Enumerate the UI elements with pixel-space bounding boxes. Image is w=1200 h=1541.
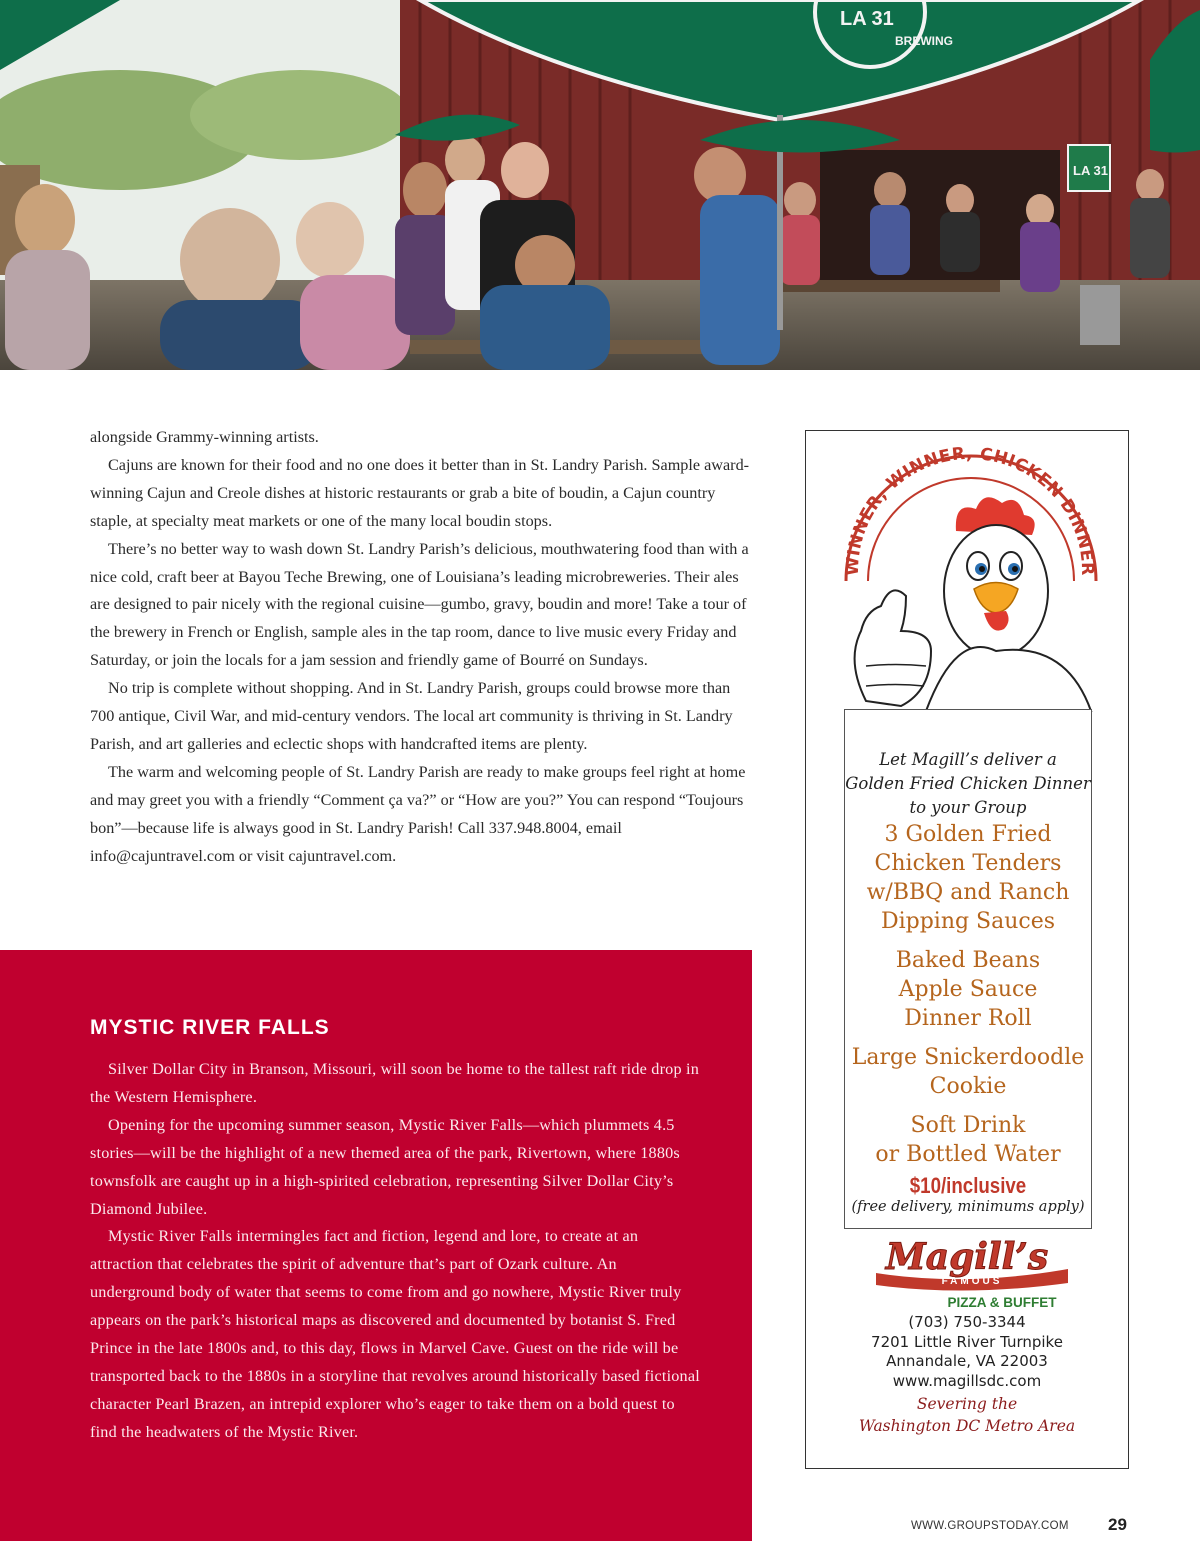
umbrella-logo-subtext: BREWING xyxy=(895,34,953,48)
ad-intro-line: to your Group xyxy=(909,798,1027,817)
logo-subtext: FAMOUS xyxy=(941,1276,1003,1287)
ad-tagline xyxy=(806,1393,1128,1437)
article-paragraph: There’s no better way to wash down St. Landry Parish’s delicious, mouthwatering food than with a nice cold, craft beer at Bayou Teche Brewing, one of Louisiana’s leading microbreweries. Their ales are designed to pair nicely with the regional cuisine—gumbo, gravy, boudin and more! Take a tour of the brewery in French or English, sample ales in the tap room, dance to live music every Friday and Saturday, or join the locals for a jam session and friendly game of Bourré on Sundays. xyxy=(90,539,749,670)
ad-menu-item: 3 Golden Fried xyxy=(884,822,1052,847)
hero-photo xyxy=(0,0,1200,370)
ad-menu-item: Large Snickerdoodle xyxy=(851,1045,1085,1070)
feature-body xyxy=(90,1056,705,1447)
ad-menu-item: or Bottled Water xyxy=(875,1142,1061,1167)
ad-price: $10/inclusive xyxy=(909,1173,1027,1198)
feature-heading: MYSTIC RIVER FALLS xyxy=(90,1016,330,1039)
article-paragraph: No trip is complete without shopping. And in St. Landry Parish, groups could browse more than 700 antique, Civil War, and mid-century vendors. The local art community is thriving in St. Landry Parish, and art galleries and eclectic shops with handcrafted items are plenty. xyxy=(90,679,733,753)
ad-menu-item: w/BBQ and Ranch xyxy=(866,880,1070,905)
ad-menu-item: Chicken Tenders xyxy=(874,851,1062,876)
ad-intro-line: Golden Fried Chicken Dinner xyxy=(845,774,1091,793)
ad-tagline-line: Severing the xyxy=(916,1395,1018,1413)
ad-arc-slogan: WINNER, WINNER, CHICKEN DINNER xyxy=(842,443,1098,577)
ad-address-line-1: 7201 Little River Turnpike xyxy=(871,1332,1063,1351)
magills-advertisement xyxy=(805,430,1129,1469)
ad-menu-item: Dinner Roll xyxy=(904,1006,1032,1031)
article-paragraph: The warm and welcoming people of St. Landry Parish are ready to make groups feel right at home and may greet you with a friendly “Comment ça va?” or “How are you?” You can respond “Toujours bon”—because life is always good in St. Landry Parish! Call 337.948.8004, email info@cajuntravel.com or visit cajuntravel.com. xyxy=(90,762,746,865)
ad-address-line-2: Annandale, VA 22003 xyxy=(886,1352,1048,1370)
ad-menu-item: Soft Drink xyxy=(910,1113,1026,1138)
ad-intro xyxy=(845,748,1091,820)
footer-url: WWW.GROUPSTODAY.COM xyxy=(911,1520,1069,1532)
wall-sign-text: LA 31 xyxy=(1073,163,1108,178)
article-paragraph: Cajuns are known for their food and no one does it better than in St. Landry Parish. Sample award-winning Cajun and Creole dishes at historic restaurants or grab a bite of boudin, a Cajun country staple, at specialty meat markets or one of the many local boudin stops. xyxy=(90,455,750,530)
feature-paragraph: Silver Dollar City in Branson, Missouri, will soon be home to the tallest raft ride drop in the Western Hemisphere. xyxy=(90,1060,699,1106)
ad-contact xyxy=(806,1313,1128,1391)
umbrella-logo-text: LA 31 xyxy=(840,8,894,30)
ad-menu-item: Dipping Sauces xyxy=(880,909,1056,934)
ad-website: www.magillsdc.com xyxy=(892,1371,1042,1390)
article-paragraph: alongside Grammy-winning artists. xyxy=(90,428,319,446)
ad-menu-item: Baked Beans xyxy=(895,948,1041,973)
feature-paragraph: Mystic River Falls intermingles fact and fiction, legend and lore, to create at an attraction that celebrates the spirit of adventure that’s part of Ozark culture. An underground body of water that seems to come from and go nowhere, Mystic River truly appears on the park’s historical maps as discovered and documented by botanist S. Fred Prince in the late 1800s and, to this day, flows in Marvel Cave. Guest on the ride will be transported back to the 1880s in a storyline that revolves around historically based fictional character Pearl Brazen, an intrepid explorer who’s eager to take them on a bold quest to find the headwaters of the Mystic River. xyxy=(90,1227,700,1441)
page-number: 29 xyxy=(1108,1515,1127,1534)
ad-note: (free delivery, minimums apply) xyxy=(851,1199,1085,1215)
logo-tagline: PIZZA & BUFFET xyxy=(947,1295,1057,1310)
ad-tagline-line: Washington DC Metro Area xyxy=(858,1417,1076,1435)
ad-phone: (703) 750-3344 xyxy=(908,1313,1026,1331)
ad-menu-item: Apple Sauce xyxy=(898,977,1038,1002)
chicken-mascot-illustration xyxy=(806,431,1128,731)
ad-menu-panel xyxy=(844,709,1092,1229)
feature-paragraph: Opening for the upcoming summer season, Mystic River Falls—which plummets 4.5 stories—will be the highlight of a new themed area of the park, Rivertown, where 1880s townsfolk are caught up in a high-spirited celebration, representing Silver Dollar City’s Diamond Jubilee. xyxy=(90,1115,680,1218)
ad-intro-line: Let Magill’s deliver a xyxy=(879,750,1057,769)
logo-wordmark: Magill’s xyxy=(885,1236,1049,1278)
article-body xyxy=(90,424,755,871)
ad-menu-item: Cookie xyxy=(929,1074,1007,1099)
magills-logo xyxy=(806,1231,1128,1311)
